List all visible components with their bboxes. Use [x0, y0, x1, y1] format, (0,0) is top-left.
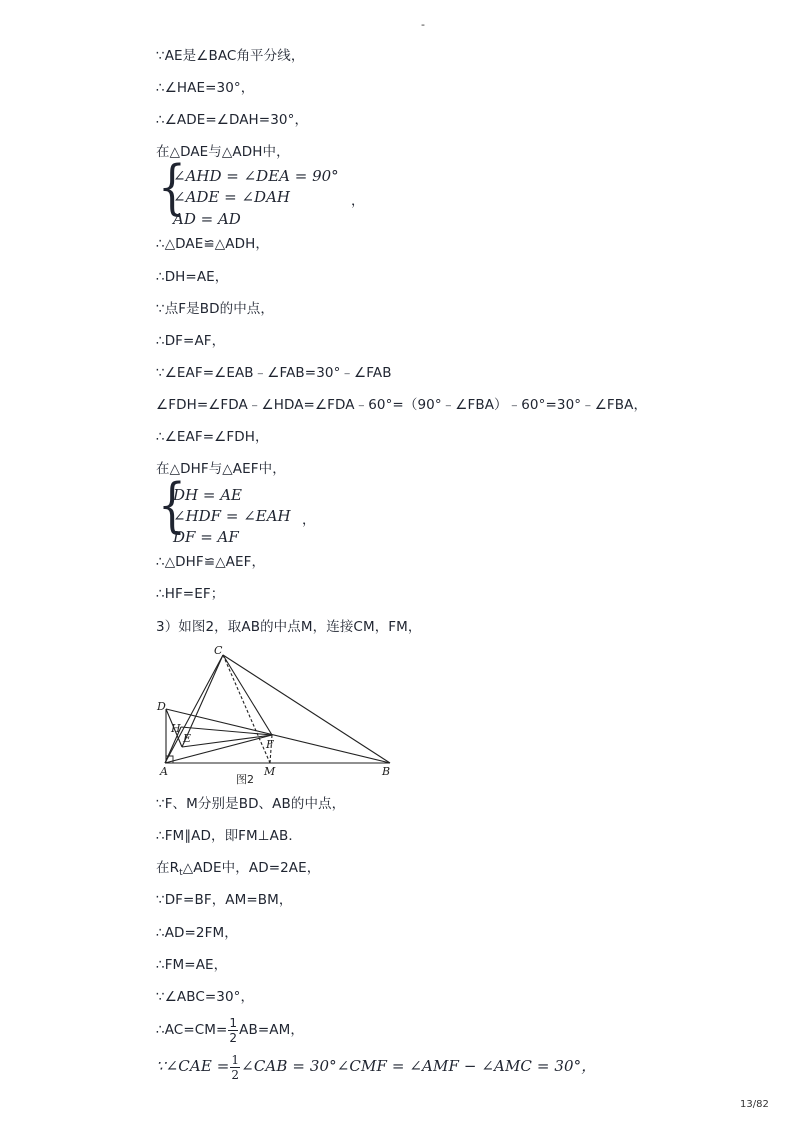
proof-line-21: ∴FM=AE，: [156, 957, 228, 973]
equation-system-2: [156, 471, 416, 549]
segment-db: [166, 709, 390, 763]
proof-line-22: ∵∠ABC=30°，: [156, 989, 255, 1005]
geometry-figure-2: [150, 638, 400, 788]
proof-line-12: 在△DHF与△AEF中，: [156, 461, 286, 477]
rt-subscript: t: [179, 868, 183, 878]
segment-cm: [223, 655, 270, 763]
equation-system-1: [156, 153, 416, 231]
rt-prefix: 在R: [156, 860, 180, 876]
proof-line-4: 在△DAE与△ADH中，: [156, 144, 290, 160]
segment-ef: [182, 735, 272, 747]
proof-line-23: [156, 1015, 304, 1045]
system1-comma: ，: [351, 193, 365, 209]
proof-line-3: ∴∠ADE=∠DAH=30°，: [156, 112, 309, 128]
segment-cf: [223, 655, 272, 735]
proof-line-11: ∴∠EAF=∠FDH，: [156, 429, 269, 445]
system1-eq-1: ∠AHD = ∠DEA = 90°: [173, 167, 339, 185]
label-f: F: [266, 738, 274, 751]
left-brace: {: [158, 153, 186, 223]
fraction-half: $\frac{1}{2}$: [231, 1052, 240, 1082]
system1-eq-3: AD = AD: [173, 210, 241, 228]
label-b: B: [382, 765, 391, 778]
proof-line-20: ∴AD=2FM，: [156, 925, 238, 941]
system2-eq-1: DH = AE: [173, 486, 242, 504]
label-c: C: [214, 644, 223, 657]
proof-line-2: ∴∠HAE=30°，: [156, 80, 255, 96]
proof-line-24: [156, 1050, 596, 1082]
segment-cb: [223, 655, 390, 763]
line23-end: AB=AM，: [239, 1022, 304, 1038]
system1-eq-2: ∠ADE = ∠DAH: [173, 188, 290, 206]
segment-ac: [165, 655, 223, 763]
label-m: M: [264, 765, 276, 778]
header-dash: -: [421, 18, 425, 31]
proof-line-18: [156, 859, 320, 882]
fraction-half: $\frac{1}{2}$: [229, 1015, 238, 1045]
segment-af: [165, 735, 272, 763]
proof-line-7: ∵点F是BD的中点，: [156, 301, 275, 317]
proof-line-16: ∵F、M分别是BD、AB的中点，: [156, 796, 346, 812]
proof-line-6: ∴DH=AE，: [156, 269, 229, 285]
system2-eq-3: DF = AF: [173, 528, 239, 546]
figure-caption: 图2: [236, 773, 254, 786]
proof-line-17: ∴FM∥AD，即FM⊥AB．: [156, 828, 302, 844]
label-h: H: [171, 722, 181, 735]
proof-line-15: 3）如图2，取AB的中点M，连接CM，FM，: [156, 619, 422, 635]
rt-rest: △ADE中，AD=2AE，: [182, 860, 321, 876]
proof-line-8: ∴DF=AF，: [156, 333, 226, 349]
page-number: 13/82: [740, 1099, 769, 1110]
label-a: A: [160, 765, 168, 778]
line24-start: ∵∠CAE =: [156, 1057, 230, 1075]
proof-line-5: ∴△DAE≌△ADH，: [156, 236, 269, 252]
proof-line-1: ∵AE是∠BAC角平分线，: [156, 48, 305, 64]
label-e: E: [183, 732, 192, 745]
system2-comma: ，: [302, 512, 316, 528]
proof-line-19: ∵DF=BF，AM=BM，: [156, 892, 293, 908]
proof-line-9: ∵∠EAF=∠EAB﹣∠FAB=30°﹣∠FAB: [156, 365, 392, 381]
proof-line-10: ∠FDH=∠FDA﹣∠HDA=∠FDA﹣60°=（90°﹣∠FBA）﹣60°=30°﹣∠FBA，: [156, 397, 648, 413]
label-d: D: [157, 700, 166, 713]
line24-end: ∠CAB = 30°∠CMF = ∠AMF − ∠AMC = 30°，: [241, 1057, 597, 1075]
system2-eq-2: ∠HDF = ∠EAH: [173, 507, 291, 525]
proof-line-14: ∴HF=EF；: [156, 586, 225, 602]
line23-start: ∴AC=CM=: [156, 1022, 228, 1038]
left-brace: {: [158, 471, 186, 541]
proof-line-13: ∴△DHF≌△AEF，: [156, 554, 266, 570]
